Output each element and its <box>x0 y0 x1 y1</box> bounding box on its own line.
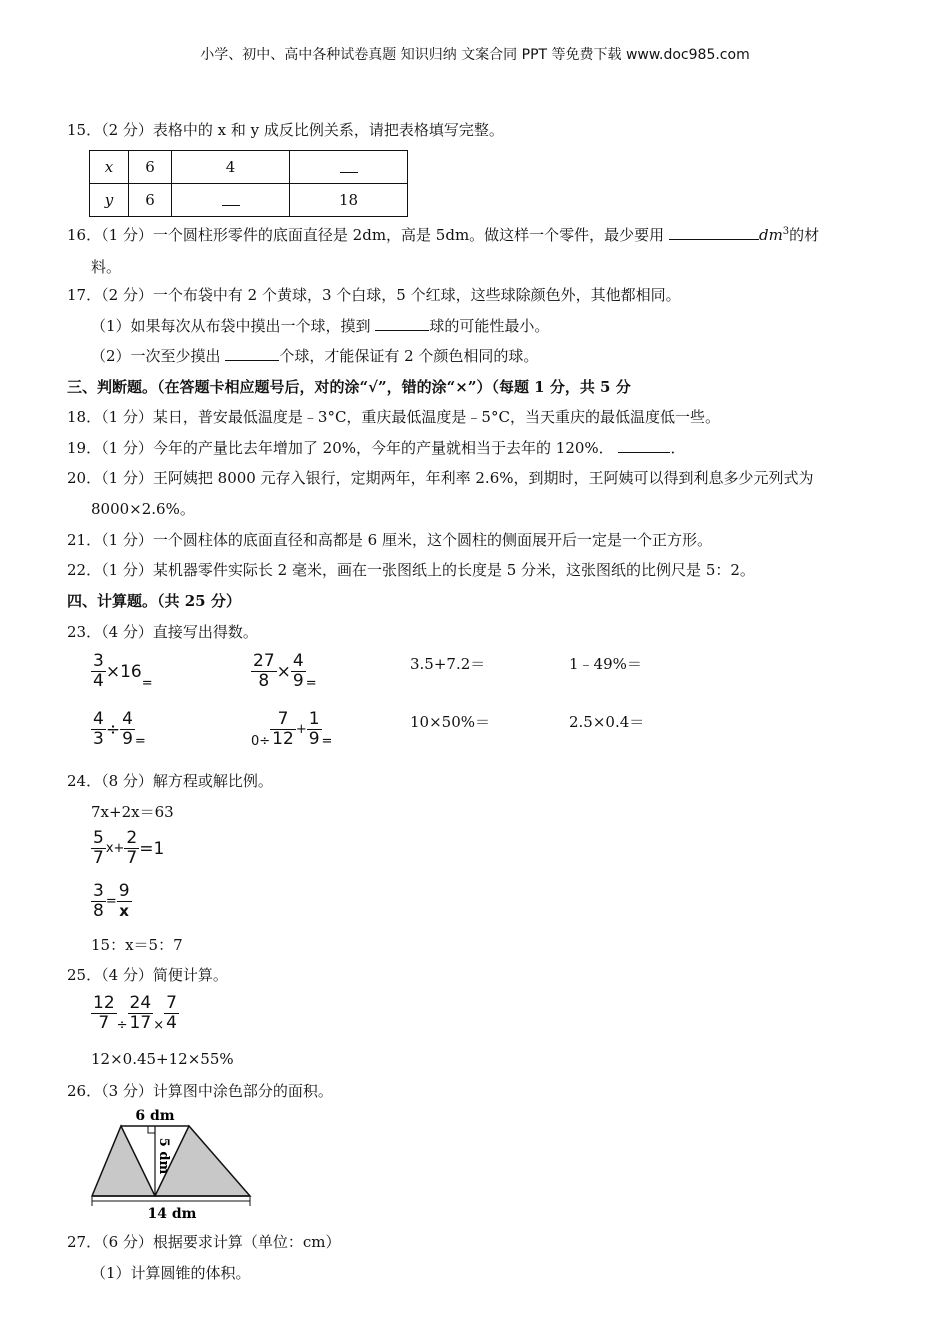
q23-r1c3: 3.5+7.2＝ <box>410 655 486 673</box>
answer-blank[interactable] <box>375 315 429 331</box>
label-height: 5 dm <box>156 1137 171 1175</box>
q16-line2: 料。 <box>91 258 122 276</box>
q23-r1c4: 1﹣49%＝ <box>569 655 642 673</box>
q27-part1: （1）计算圆锥的体积。 <box>91 1264 251 1282</box>
q24-eq4: 15：x＝5：7 <box>91 936 183 954</box>
answer-blank[interactable] <box>669 224 759 240</box>
q23-r2c1: $\frac{4}{3}$ ÷ $\frac{4}{9}$ = <box>93 709 146 749</box>
answer-blank[interactable] <box>618 437 670 453</box>
q19: 19．（1 分）今年的产量比去年增加了 20%，今年的产量就相当于去年的 120%． ． <box>67 439 686 457</box>
answer-blank[interactable] <box>225 345 279 361</box>
q23-r2c3: 10×50%＝ <box>410 713 490 731</box>
q25-stem: 25．（4 分）简便计算。 <box>67 966 228 984</box>
table-cell: 6 <box>129 184 172 217</box>
q23-r2c2: 0÷ $\frac{7}{12}$ + $\frac{1}{9}$ = <box>251 709 333 749</box>
q18: 18．（1 分）某日，普安最低温度是﹣3°C，重庆最低温度是﹣5°C，当天重庆的最低温度低一些。 <box>67 408 720 426</box>
q24-eq2: $\frac{5}{7}$ x+ $\frac{2}{7}$ =1 <box>93 828 165 868</box>
q23-r2c4: 2.5×0.4＝ <box>569 713 645 731</box>
q24-eq3: $\frac{3}{8}$ = $\frac{9}{x}$ <box>93 881 130 921</box>
q17-stem: 17．（2 分）一个布袋中有 2 个黄球，3 个白球，5 个红球，这些球除颜色外，其他都相同。 <box>67 286 681 304</box>
label-bottom: 14 dm <box>147 1206 197 1222</box>
q16-line1: 16．（1 分）一个圆柱形零件的底面直径是 2dm，高是 5dm。做这样一个零件，最少要用 $dm^3$的材 <box>67 226 820 244</box>
q15-stem: 15．（2 分）表格中的 x 和 y 成反比例关系，请把表格填写完整。 <box>67 121 504 139</box>
table-cell-blank[interactable] <box>290 151 408 184</box>
table-cell: 6 <box>129 151 172 184</box>
table-cell-blank[interactable] <box>172 184 290 217</box>
q21: 21．（1 分）一个圆柱体的底面直径和高都是 6 厘米，这个圆柱的侧面展开后一定是一个正方形。 <box>67 531 712 549</box>
q23-r1c2: $\frac{27}{8}$ × $\frac{4}{9}$ = <box>253 651 317 691</box>
shaded-triangle-left <box>92 1126 155 1196</box>
section-4-title: 四、计算题。（共 25 分） <box>67 592 241 610</box>
table-cell: x <box>90 151 129 184</box>
page-header: 小学、初中、高中各种试卷真题 知识归纳 文案合同 PPT 等免费下载 www.doc985.com <box>200 47 750 63</box>
q24-eq1: 7x+2x＝63 <box>91 803 174 821</box>
q20-line2: 8000×2.6%。 <box>91 500 195 518</box>
q27-stem: 27．（6 分）根据要求计算（单位：cm） <box>67 1233 341 1251</box>
q20-line1: 20．（1 分）王阿姨把 8000 元存入银行，定期两年，年利率 2.6%，到期时，王阿姨可以得到利息多少元列式为 <box>67 469 814 487</box>
xy-table <box>89 150 408 217</box>
table-row-y <box>90 184 408 217</box>
q22: 22．（1 分）某机器零件实际长 2 毫米，画在一张图纸上的长度是 5 分米，这张图纸的比例尺是 5：2。 <box>67 561 755 579</box>
q25-eq1: $\frac{12}{7}$ ÷ $\frac{24}{17}$ × $\frac{7}{4}$ <box>93 993 177 1033</box>
table-row-x <box>90 151 408 184</box>
q25-eq2: 12×0.45+12×55% <box>91 1050 234 1068</box>
q23-r1c1: $\frac{3}{4}$ ×16= <box>93 651 153 691</box>
q24-stem: 24．（8 分）解方程或解比例。 <box>67 772 273 790</box>
trapezoid-figure <box>84 1104 264 1222</box>
q26-stem: 26．（3 分）计算图中涂色部分的面积。 <box>67 1082 333 1100</box>
q17-part2: （2）一次至少摸出 个球，才能保证有 2 个颜色相同的球。 <box>91 347 539 365</box>
table-cell: 4 <box>172 151 290 184</box>
label-top: 6 dm <box>135 1108 175 1124</box>
table-cell: 18 <box>290 184 408 217</box>
table-cell: y <box>90 184 129 217</box>
q17-part1: （1）如果每次从布袋中摸出一个球，摸到 球的可能性最小。 <box>91 317 550 335</box>
q23-stem: 23．（4 分）直接写出得数。 <box>67 623 258 641</box>
section-3-title: 三、判断题。（在答题卡相应题号后，对的涂“√”，错的涂“×”）（每题 1 分，共 5 分 <box>67 378 631 396</box>
